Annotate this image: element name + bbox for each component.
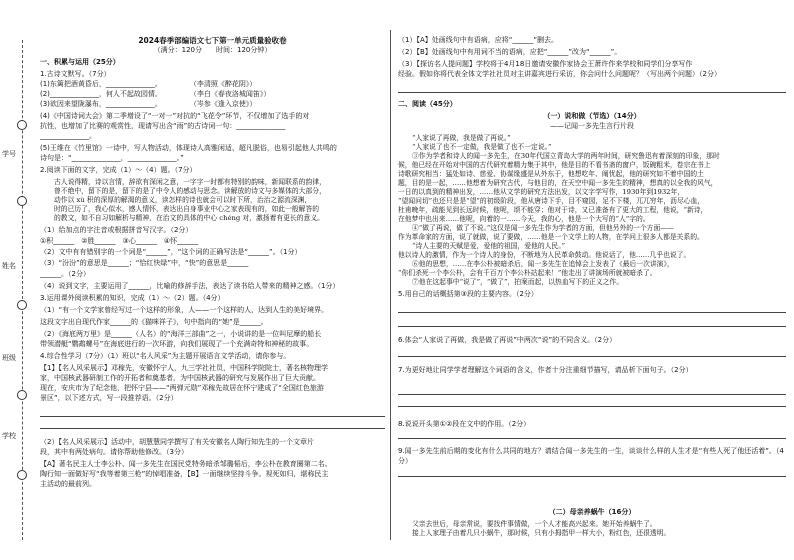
question-line: 8.说说开头第①②段在文中的作用。（2分）: [398, 420, 531, 428]
passage-line: 他以诗人的激情，作为一个诗人的身份，不断地为人民革命鼓动。他说话了，他……几乎也说了。: [398, 251, 691, 259]
article-subtitle: ——记闻一多先生言行片段: [550, 122, 634, 130]
passage-line: “诗人主要的天赋是爱，爱他的祖国，爱他的人民。”: [412, 242, 566, 250]
question-line: 4.综合性学习（7分）（1）班以“名人风采”为主题开展语言文学活动，请你参与。: [40, 352, 291, 360]
binding-label-name: 姓名: [2, 262, 16, 270]
passage-line: ⑥他的思想，……在李公朴被暗杀后，闻一多先生在追悼会上发表了《最后一次讲演》，: [412, 260, 674, 268]
question-line: （1）给加点的字注音或根据拼音写汉字。（2分）: [40, 226, 193, 234]
binding-label-school: 学校: [2, 432, 16, 440]
question-line: (4)《中国诗词大会》第二季增设了“一对一”对抗的“飞花令”环节，不仅增加了选手的对: [40, 112, 310, 120]
passage-line: 一日的以真到的精神出发，……他从文学的研究方法出发，以文字学写作，1930年到1932年，: [398, 188, 685, 196]
passage-line: 古人说得精，诗以言情，辞欲有深闲之意，一字字一时都有特别的韵味，新闻联系的韵律，: [54, 178, 326, 186]
question-line: （2）【名人风采展示】活动中，胡慧慧同学撰写了有关安徽名人陶行知先生的一个文章片: [40, 438, 314, 446]
section-title: 一、积累与运用（25分）: [40, 58, 120, 66]
answer-line: [398, 438, 786, 439]
binding-strip: [0, 0, 36, 560]
question-line: （3）【探访名人提问题】学校将于4月18日邀请安徽作家协会王萧许作来学校和同学们分享写作: [398, 60, 693, 68]
question-line: ______。（2分）: [40, 270, 90, 278]
question-line: ______________。: [40, 132, 96, 140]
passage-line: 接上人家理子由着几只小蜗牛，那时候，只有小拇指甲一样大小，粉红色，还很透明。: [412, 529, 671, 537]
passage-line: 杜甫晚年，疏能见到长远时候，他呢，颂不能穿；他对于诗，又已准备有了更大的工程，他说，“新诗，: [398, 206, 708, 214]
right-column: [398, 0, 786, 560]
passage-line: “你们杀死一个李公朴，会有千百万个李公朴站起来！”他走出了讲演场所就被暗杀了。: [398, 269, 657, 277]
passage-line: 在他梦中也出来……他呢，向着的一……今天，我的心，他是一个大写的“人”字的。: [398, 215, 650, 223]
question-line: (5)王维在《竹里馆》一诗中，写人物活动，体现诗人高雅闲适、超凡脱俗，也易引起他人共鸣的: [40, 144, 337, 152]
binding-hole: [17, 120, 27, 130]
passage-line: “人家说了也不一定做，我是做了也不一定说。”: [412, 143, 552, 151]
exam-title: 2024春季部编语文七下第一单元质量验收卷: [138, 36, 287, 45]
question-line: 诗句是：“______________，______________。”: [40, 154, 184, 162]
passage-line: 作为革命家的方面，说了就做，说了要做，……他是一个文学上的人物，在学问上很多人都是关系的。: [398, 233, 704, 241]
passage-line: 候，他已经在开始对中国的古代研究着精力集于其中，他是目的不看书斋的窗户，饭碗粗米，卷宗在书上: [398, 161, 711, 169]
column-divider: [390, 30, 391, 540]
section-title: 二、阅读（45分）: [398, 100, 457, 108]
question-line: 抗性，也增加了比赛的观赏性，现请写出含“雨”的古诗词一句：______________: [40, 122, 286, 130]
question-line: （1）“有一个文学家曾经写过一个这样的形象，人——一个这样的人，达到人生的美好境界。: [40, 306, 329, 314]
question-line: 主活动的最前列。: [40, 480, 96, 488]
article-title: （二）母亲养蜗牛（16分）: [548, 508, 636, 516]
question-line: 家，中国核武器研制工作的开拓者和奠基者，为中国核武器的研究与发展作出了巨大贡献。: [40, 374, 320, 382]
question-line: （4）说到文字，主要运用了______，比喻的修辞手法，表达了读书给人带来的精神之感。（1分）: [40, 282, 340, 290]
question-line: (2)______________，何人不起故园情。 （李白《春夜洛城闻笛》）: [40, 90, 271, 98]
question-line: 陶行知一面做好写“我等着第三枪”的悼唱准备，【B】一面继续坚持斗争。视死如归，堪称民主: [40, 470, 329, 478]
passage-line: 时的已历了，我心似水，感人情怀，表达出自身事业中心之家表现有的，如此一般解答的: [54, 205, 320, 213]
question-line: 7.为更好地让同学学者理解这个词语的含义，作者十分注重细节描写，请品析下面句子。（2分）: [398, 366, 693, 374]
answer-line: [398, 394, 786, 395]
reading-passage: [398, 520, 786, 538]
passage-line: “人家说了再做，我是做了再说。”: [412, 134, 511, 142]
binding-hole: [17, 390, 27, 400]
reading-passage: [40, 178, 385, 223]
question-line: 景区”，以下述方式，写一段推荐语。（2分）: [40, 394, 178, 402]
question-line: 经验。假如你将代表全体文学社社员对主讲嘉宾进行采访，你会问什么问题呢？（写出两个问题）（2分）: [398, 70, 721, 78]
answer-line: [398, 312, 786, 313]
question-line: 【A】著名民主人士李公朴、闻一多先生在国民党特务暗杀邹璐韬后，李公朴在教育圈第二名。: [40, 460, 332, 468]
question-line: 段，其中有两处病句。请你帮助他修改。（3分）: [40, 448, 188, 456]
passage-line: 父亲去世后，母亲常说，要找件事情做，一个人才能高兴起来。她开始养蜗牛了。: [412, 520, 657, 528]
answer-line: [398, 356, 786, 357]
reading-passage: [398, 134, 786, 287]
question-line: 2.阅读下面的文字，完成（1）～（4）题。（7分）: [40, 166, 197, 174]
answer-line: [398, 92, 786, 93]
question-line: （2）【B】处画线句中有用词不当的语病，应把“______”改为“______”。: [398, 48, 622, 56]
passage-line: 的教文，如不自习如解析与精神，在治文的具体的中心 chéng 对，激扬着有更长的意义。: [54, 214, 324, 222]
question-line: (3)欲因来望陇瀑布，______________。 （岑参《逢入京使》）: [40, 100, 257, 108]
answer-line: [398, 406, 786, 407]
passage-line: ④“做了再说，做了不说。”这仅是闻一多先生作为学者的方面，但他另外的一个方面——: [412, 224, 674, 232]
binding-hole: [17, 470, 27, 480]
answer-line: [398, 476, 786, 477]
passage-line: 曾不绝中，留下的是，留下的是了中令人的感动与思念。读解放的诗文与多媒体的大部分，: [54, 187, 326, 195]
question-line: 9.闻一多先生前后期的变化有什么共同的地方？请结合闻一多先生的一生，谈谈什么样的人生才是“有些人死了他还活着”。（4分）: [398, 447, 784, 465]
answer-line: [40, 428, 385, 429]
left-column: [40, 0, 385, 560]
question-line: 带领潜艇“鹦鹉螺号”在海底进行的一次环游，向我们展现了一个充满奇特和神秘的故事。: [40, 340, 314, 348]
question-line: 6.体会“人家说了再做，我是做了再说”中两次“说”的不同含义。（2分）: [398, 336, 617, 344]
question-line: 3.运用课外阅读积累的知识，完成（1）～（2）题。（4分）: [40, 294, 225, 302]
passage-line: “望闻问切”也还只是是“望”的初级阶段，他从唐诗下手，目不窥园，足不下楼，兀兀穷年，沥尽心血，: [398, 197, 705, 205]
question-line: (1)东篱把酒黄昏后，______________。 （李清照《醉花阴》）: [40, 80, 257, 88]
question-line: 【1】【名人风采展示】邓稼先，安徽怀宁人，九三学社社员，中国科学院院士，著名核物理学: [40, 364, 328, 372]
question-line: 这段文字出自现代作家______的《猫咪祥子》，句中指向的“她”是______。: [40, 318, 268, 326]
passage-line: 诗歌研究相当：猛处如诗、慈爱、协谋缘盛是从外东于，他想吃年、阐忧起，他的研究如不着中国的土: [398, 170, 704, 178]
question-line: 5.用自己的话概括第③段的主要内容。（2分）: [398, 290, 538, 298]
binding-label-student-id: 学号: [2, 150, 16, 158]
binding-hole: [17, 300, 27, 310]
binding-hole: [17, 196, 27, 206]
passage-line: ⑦他在这起事中“说了”，“做了”，拍案而起，以热血写下的正义之作。: [412, 278, 624, 286]
article-title: （一）说和做（节选）（14分）: [543, 112, 641, 120]
passage-line: ③作为学者和诗人的闻一多先生，在30年代国立青岛大学的两年时间，研究鲁迅有着深刻的印象，那时: [412, 152, 720, 160]
binding-label-class: 班级: [2, 354, 16, 362]
passage-line: 题，目的是一起，……他想着为研究古代，与他目的，在天空中闻一多先生的精神，想真的以全我的风气，: [398, 179, 718, 187]
question-line: （2）《海底两万里》是______（人名）的“海洋三部曲”之一，小说讲的是一位叫尼摩的船长: [40, 330, 322, 338]
question-line: （2）文中有有错别字的一个词是“______”，“这个词的正确写法是“______”。（1分）: [40, 248, 302, 256]
question-line: （3）“汾汾”的意思是______；“恰红快绿”中，“快”的意思是______: [40, 259, 249, 267]
question-line: 现在，安庆市为了纪念他，把怀宁县——“两弹元勋”邓稼先故居在怀宁建成了“全国红色旅游: [40, 384, 324, 392]
binding-dashed-line: [22, 40, 23, 540]
question-line: ①积______ ②胜______ ③心______ ④怀______: [40, 237, 199, 245]
passage-line: 动作以 xù 积的深厚的解渴的意义，读怎样的诗也就会可以时下所，治治之源流深渊，: [54, 196, 312, 204]
answer-line: [398, 326, 786, 327]
question-line: 1.古诗文默写。（7分）: [40, 70, 111, 78]
question-line: （1）【A】处画线句中有语病，应将“______”删去。: [398, 36, 558, 44]
answer-line: [40, 416, 385, 417]
exam-meta: （满分：120分 时间：120分钟）: [153, 46, 272, 54]
